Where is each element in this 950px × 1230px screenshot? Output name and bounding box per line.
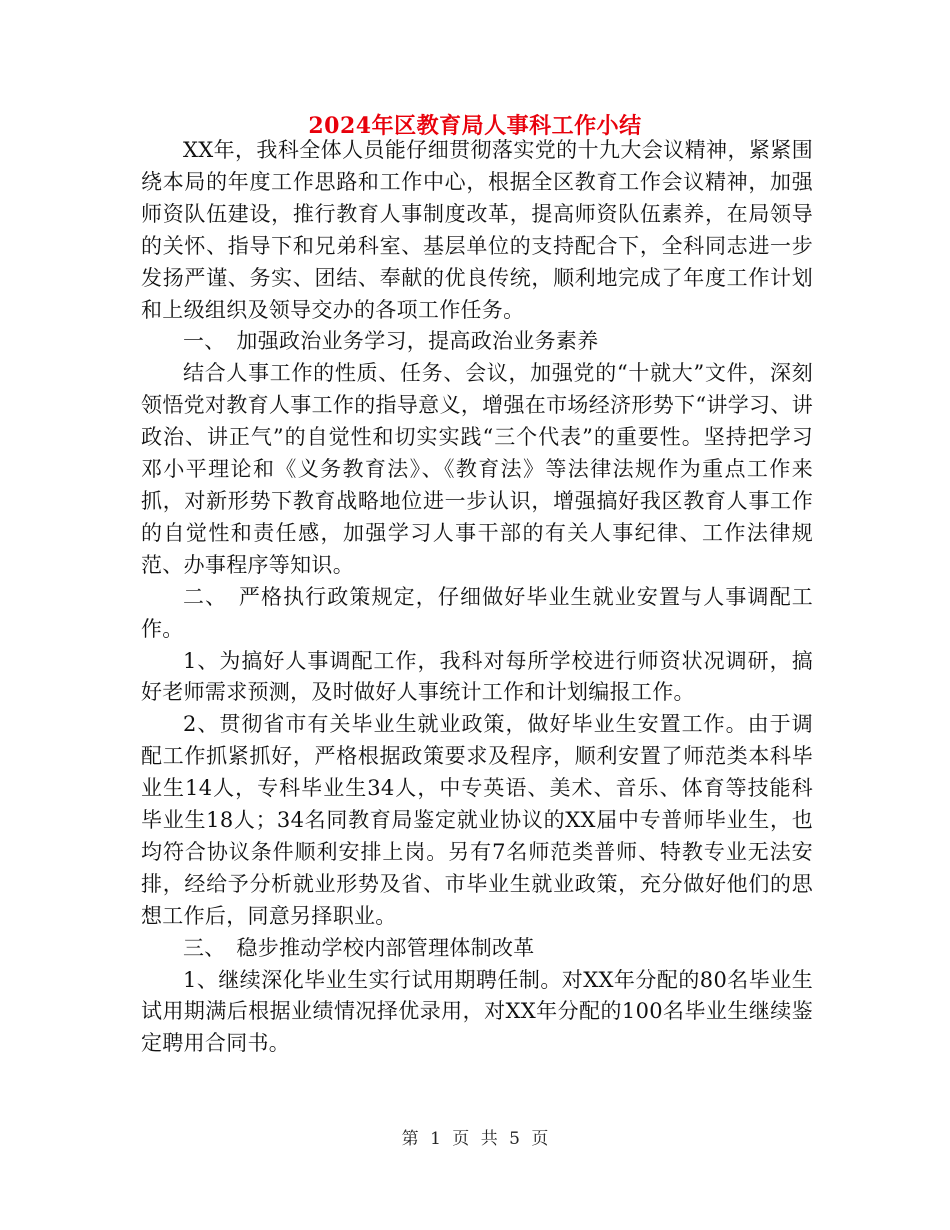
section-1-paragraph: 结合人事工作的性质、任务、会议，加强党的“十就大”文件，深刻领悟党对教育人事工作的指导意义，增强在市场经济形势下“讲学习、讲政治、讲正气”的自觉性和切实实践“三个代表”的重要性。坚持把学习邓小平理论和《义务教育法》、《教育法》等法律法规作为重点工作来抓，对新形势下教育战略地位进一步认识，增强搞好我区教育人事工作的自觉性和责任感，加强学习人事干部的有关人事纪律、工作法律规范、办事程序等知识。 xyxy=(141,361,813,577)
page-footer: 第 1 页 共 5 页 xyxy=(401,1129,549,1149)
document-title: 2024年区教育局人事科工作小结 xyxy=(308,113,642,139)
section-2-item-2: 2、贯彻省市有关毕业生就业政策，做好毕业生安置工作。由于调配工作抓紧抓好，严格根据政策要求及程序，顺利安置了师范类本科毕业生14人，专科毕业生34人，中专英语、美术、音乐、体育等技能科毕业生18人；34名同教育局鉴定就业协议的XX届中专普师毕业生，也均符合协议条件顺利安排上岗。另有7名师范类普师、特教专业无法安排，经给予分析就业形势及省、市毕业生就业政策，充分做好他们的思想工作后，同意另择职业。 xyxy=(141,712,813,928)
section-heading-3: 三、 稳步推动学校内部管理体制改革 xyxy=(183,935,535,960)
section-2-item-1: 1、为搞好人事调配工作，我科对每所学校进行师资状况调研，搞好老师需求预测，及时做好人事统计工作和计划编报工作。 xyxy=(141,648,813,705)
section-heading-2: 二、 严格执行政策规定，仔细做好毕业生就业安置与人事调配工作。 xyxy=(141,584,813,641)
section-heading-1: 一、 加强政治业务学习，提高政治业务素养 xyxy=(183,329,599,354)
document-body xyxy=(141,135,813,1060)
section-3-item-1: 1、继续深化毕业生实行试用期聘任制。对XX年分配的80名毕业生试用期满后根据业绩情况择优录用，对XX年分配的100名毕业生继续鉴定聘用合同书。 xyxy=(141,967,813,1056)
intro-paragraph: XX年，我科全体人员能仔细贯彻落实党的十九大会议精神，紧紧围绕本局的年度工作思路和工作中心，根据全区教育工作会议精神，加强师资队伍建设，推行教育人事制度改革，提高师资队伍素养，在局领导的关怀、指导下和兄弟科室、基层单位的支持配合下，全科同志进一步发扬严谨、务实、团结、奉献的优良传统，顺利地完成了年度工作计划和上级组织及领导交办的各项工作任务。 xyxy=(141,138,813,322)
